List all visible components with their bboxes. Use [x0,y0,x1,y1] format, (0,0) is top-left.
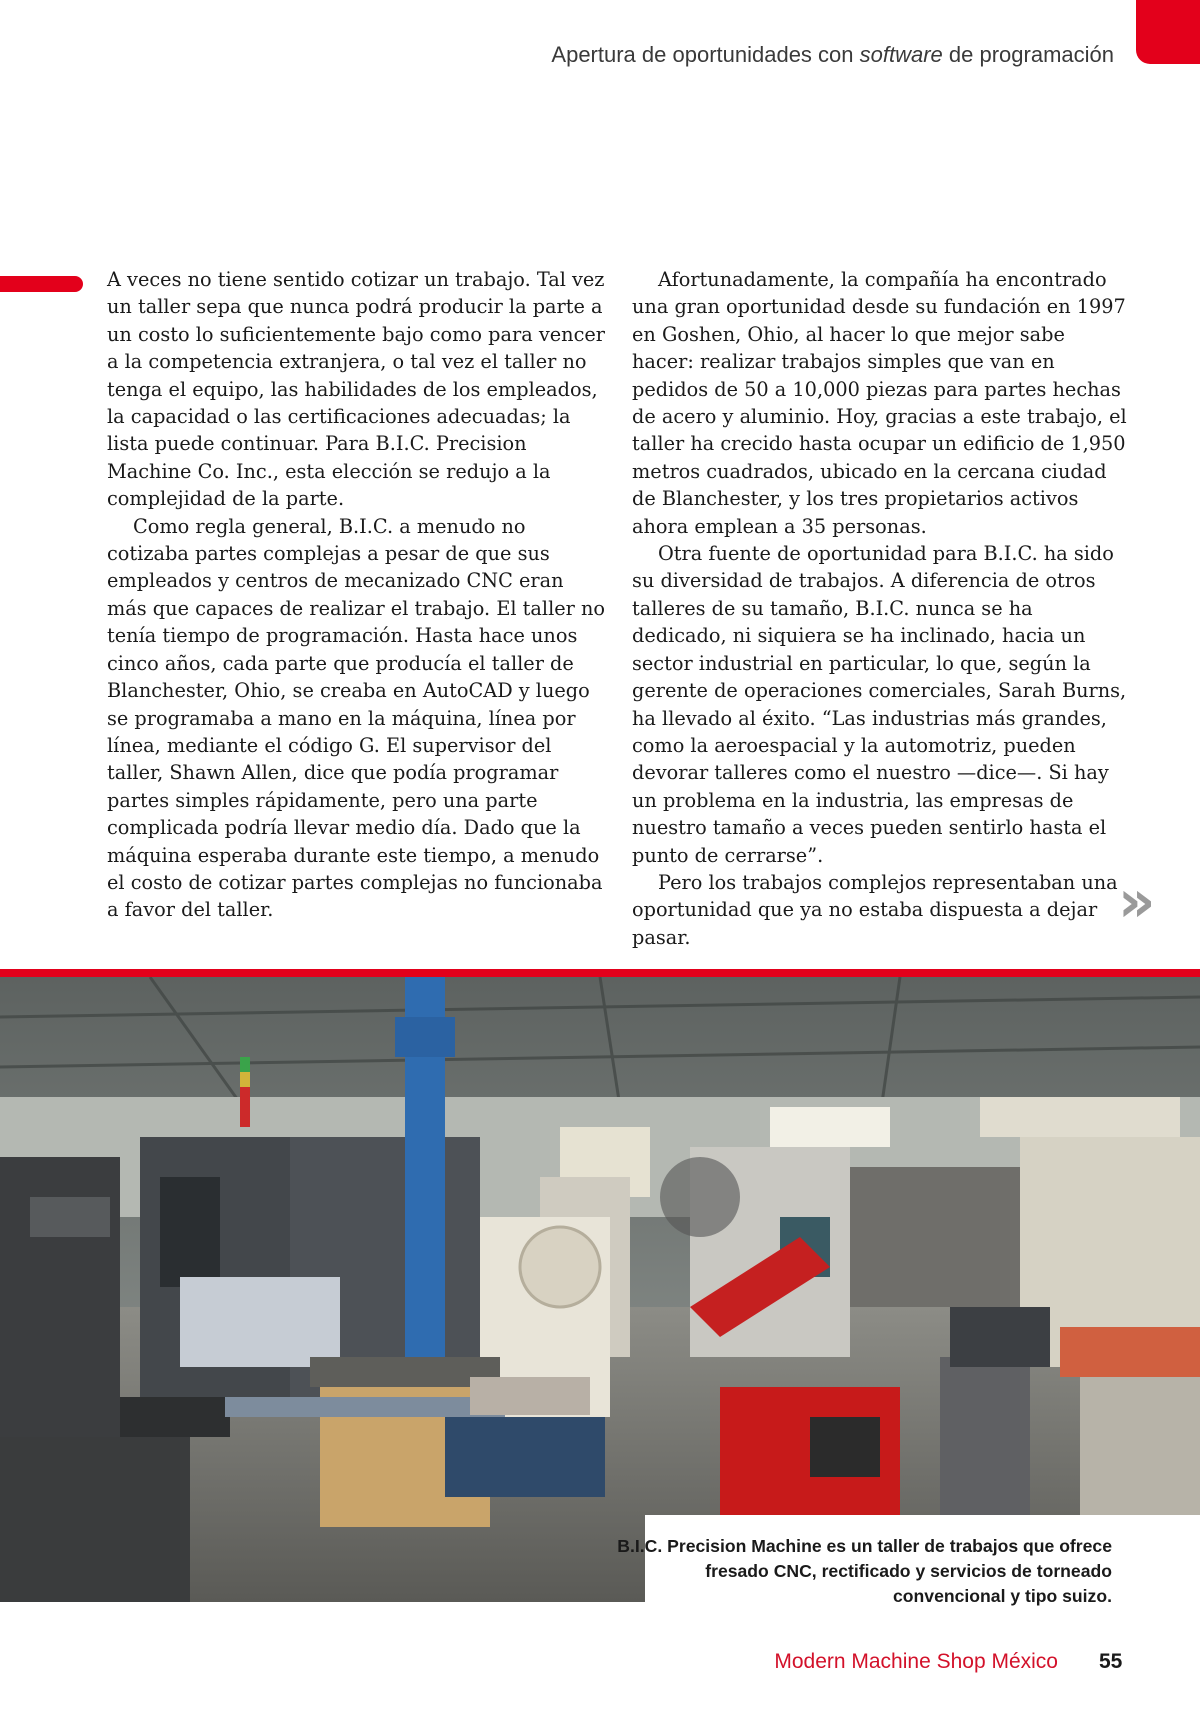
paragraph: Otra fuente de oportunidad para B.I.C. ha sido su diversidad de trabajos. A diferencia de otros talleres de su tamaño, B.I.C. nunca se ha dedicado, ni siquiera se ha inclinado, hacia un sector industrial en particular, lo que, según la gerente de operaciones comerciales, Sarah Burns, ha llevado al éxito. “Las industrias más grandes, como la aeroespacial y la automotriz, pueden devorar talleres como el nuestro —dice—. Si hay un problema en la industria, las empresas de nuestro tamaño a veces pueden sentirlo hasta el punto de cerrarse”. [632,542,1127,867]
paragraph: Como regla general, B.I.C. a menudo no cotizaba partes complejas a pesar de que sus empleados y centros de mecanizado CNC eran más que capaces de realizar el trabajo. El taller no tenía tiempo de programación. Hasta hace unos cinco años, cada parte que producía el taller de Blanchester, Ohio, se creaba en AutoCAD y luego se programaba a mano en la máquina, línea por línea, mediante el código G. El supervisor del taller, Shawn Allen, dice que podía programar partes simples rápidamente, pero una parte complicada podría llevar medio día. Dado que la máquina esperaba durante este tiempo, a menudo el costo de cotizar partes complejas no funcionaba a favor del taller. [107,514,606,922]
paragraph: A veces no tiene sentido cotizar un trabajo. Tal vez un taller sepa que nunca podrá producir la parte a un costo lo suficientemente bajo como para vencer a la competencia extranjera, o tal vez el taller no tenga el equipo, las habilidades de los empleados, la capacidad o las certificaciones adecuadas; la lista puede continuar. Para B.I.C. Precision Machine Co. Inc., esta elección se redujo a la complejidad de la parte. [107,268,605,511]
running-header [551,42,1114,68]
photo-rule [0,969,1200,977]
continue-chevron-icon: » [1118,867,1156,935]
shop-floor-photo [0,977,1200,1602]
photo-caption: B.I.C. Precision Machine es un taller de trabajos que ofrece fresado CNC, rectificado y servicios de torneado convencional y tipo suizo. [617,1536,1112,1606]
paragraph: Afortunadamente, la compañía ha encontrado una gran oportunidad desde su fundación en 1997 en Goshen, Ohio, al hacer lo que mejor sabe hacer: realizar trabajos simples que van en pedidos de 50 a 10,000 piezas para partes hechas de acero y aluminio. Hoy, gracias a este trabajo, el taller ha crecido hasta ocupar un edificio de 1,950 metros cuadrados, ubicado en la cercana ciudad de Blanchester, y los tres propietarios activos ahora emplean a 35 personas. [632,268,1127,538]
section-marker [0,276,83,292]
page-number: 55 [1099,1650,1123,1673]
paragraph: Pero los trabajos complejos representaban una oportunidad que ya no estaba dispuesta a dejar pasar. [632,870,1118,949]
header-title-before: Apertura de oportunidades con [551,42,860,67]
header-title-after: de programación [942,42,1114,67]
corner-tab [1136,0,1200,64]
footer-publication: Modern Machine Shop México [774,1650,1058,1673]
header-title-emphasis: software [859,42,943,67]
left-column [107,266,607,924]
right-column [632,266,1132,951]
